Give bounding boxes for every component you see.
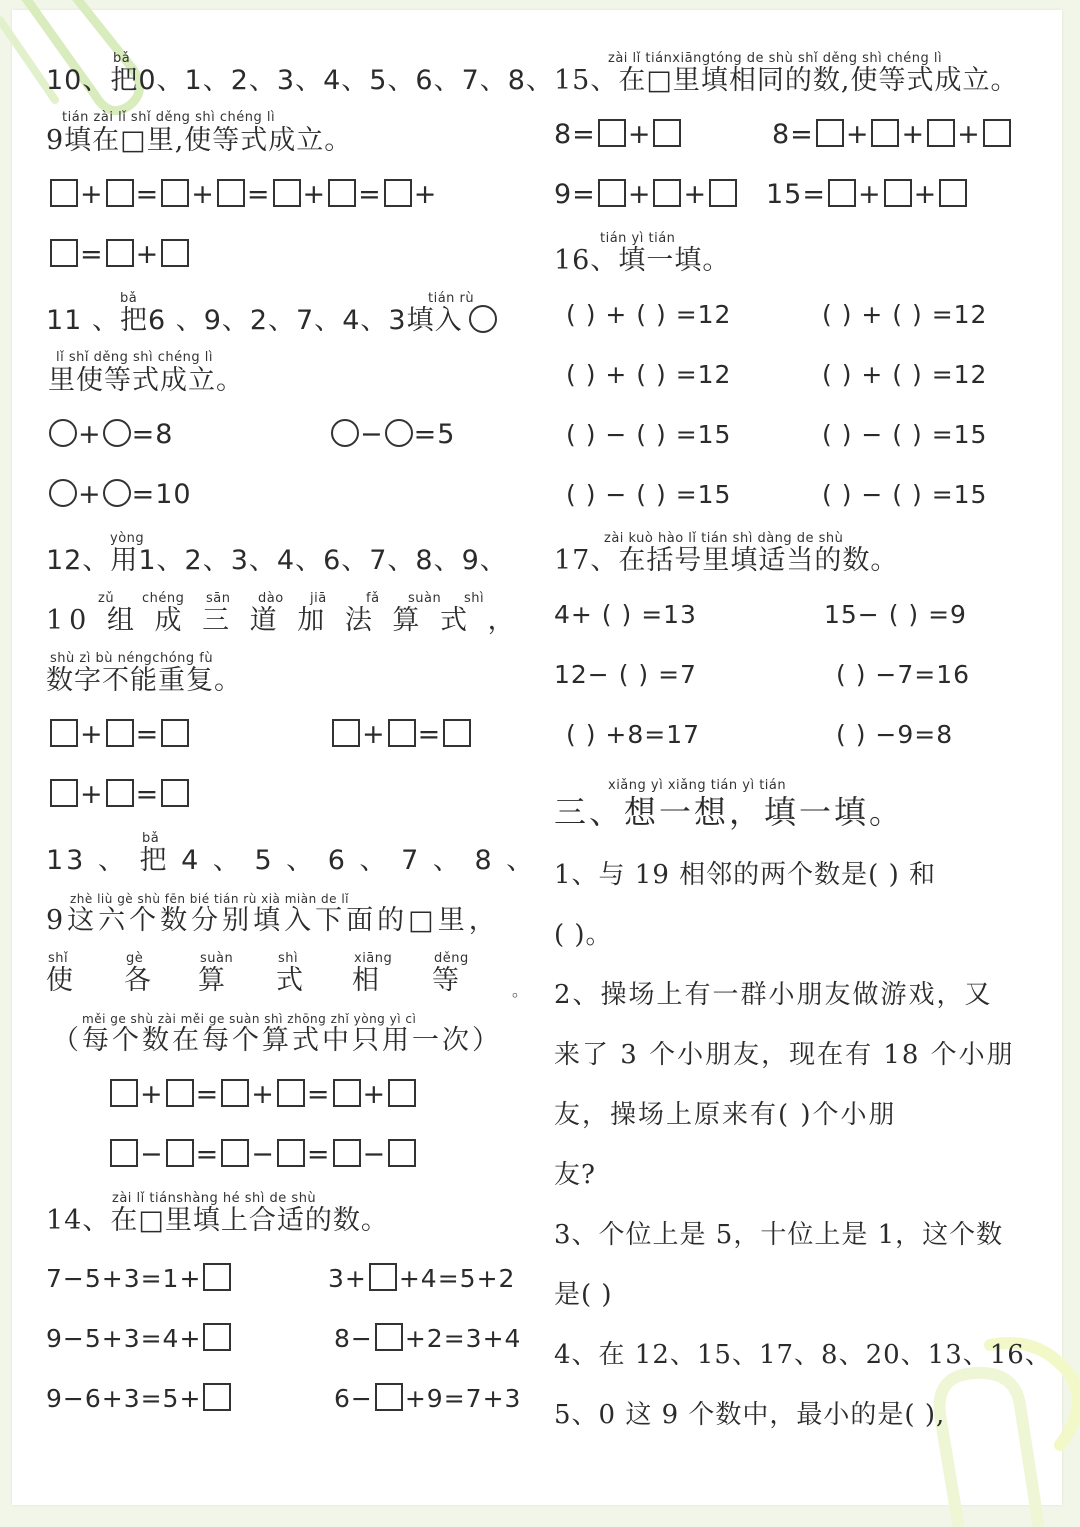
- answer-box[interactable]: [203, 1263, 231, 1291]
- answer-box[interactable]: [166, 1079, 194, 1107]
- q11-line-1-text: 11 、把6 、9、2、7、4、3填入: [46, 305, 463, 336]
- q12-line-3: 数字不能重复。: [46, 665, 242, 696]
- answer-box[interactable]: [388, 1139, 416, 1167]
- answer-box[interactable]: [277, 1079, 305, 1107]
- q17-pinyin: zài kuò hào lǐ tián shì dàng de shù: [604, 531, 844, 546]
- plus-sign: +: [78, 479, 102, 510]
- q12-equation-1: + =: [48, 718, 191, 752]
- q14-expr: 8−: [334, 1324, 373, 1353]
- q11-eq3-result: =10: [131, 479, 192, 510]
- answer-box[interactable]: [388, 719, 416, 747]
- q17-item-5[interactable]: ( ) +8=17: [566, 720, 701, 749]
- q15-eq-2: 8= + + +: [772, 118, 1013, 152]
- answer-circle[interactable]: [103, 479, 131, 507]
- answer-box[interactable]: [333, 1139, 361, 1167]
- s3-q1-line-1: 1、与 19 相邻的两个数是( ) 和: [554, 860, 936, 890]
- q11-equation-1: [48, 418, 173, 452]
- q13-character: 各: [124, 965, 152, 996]
- q11-eq2-result: =5: [413, 419, 456, 450]
- answer-box[interactable]: [161, 239, 189, 267]
- answer-box[interactable]: [166, 1139, 194, 1167]
- answer-box[interactable]: [106, 179, 134, 207]
- q12-pinyin-syllable: zǔ: [98, 591, 115, 606]
- q13-character: 使: [46, 965, 74, 996]
- q15-lhs: 15=: [766, 179, 826, 210]
- answer-box[interactable]: [653, 119, 681, 147]
- q14-row-2-left: [46, 1322, 233, 1356]
- answer-box[interactable]: [375, 1323, 403, 1351]
- q17-item-6[interactable]: ( ) −9=8: [836, 720, 954, 749]
- q13-character: 式: [276, 965, 304, 996]
- answer-box[interactable]: [110, 1079, 138, 1107]
- q14-expr: +2=3+4: [404, 1324, 522, 1353]
- q16-title: 16、填一填。: [554, 245, 731, 276]
- q13-character: 等: [432, 965, 460, 996]
- answer-box[interactable]: [598, 119, 626, 147]
- q13-pinyin-2: zhè liù gè shù fēn bié tián rù xià miàn de lǐ: [70, 892, 350, 906]
- q10-pinyin-2: tián zài lǐ shǐ děng shì chéng lì: [62, 110, 276, 125]
- q15-pinyin: zài lǐ tiánxiāngtóng de shù shǐ děng shì chéng lì: [608, 51, 943, 66]
- q14-row-1-right: [328, 1262, 515, 1296]
- q13-full-stop: 。: [512, 981, 530, 1000]
- answer-box[interactable]: [106, 779, 134, 807]
- answer-box[interactable]: [709, 179, 737, 207]
- section3-pinyin: xiǎng yì xiǎng tián yì tián: [608, 778, 787, 793]
- q14-expr: 7−5+3=1+: [46, 1264, 202, 1293]
- q13-pinyin-syllable: suàn: [200, 951, 234, 966]
- answer-box[interactable]: [203, 1323, 231, 1351]
- s3-q3-line-2: 是( ): [554, 1280, 613, 1310]
- answer-circle[interactable]: [331, 419, 359, 447]
- q16-row-2-right[interactable]: ( ) + ( ) =12: [822, 360, 988, 389]
- answer-box[interactable]: [50, 239, 78, 267]
- q13-equation-2: − = − = −: [108, 1138, 418, 1172]
- answer-circle[interactable]: [49, 419, 77, 447]
- q13-pinyin-4: měi ge shù zài měi ge suàn shì zhōng zhǐ yòng yì cì: [82, 1012, 417, 1026]
- q11-line-1: [46, 304, 498, 338]
- answer-box[interactable]: [203, 1383, 231, 1411]
- q16-pinyin: tián yì tián: [600, 231, 676, 246]
- q17-item-4[interactable]: ( ) −7=16: [836, 660, 971, 689]
- q13-pinyin-syllable: xiāng: [354, 951, 393, 966]
- q11-pinyin-1: bǎ: [120, 291, 138, 306]
- q14-row-1-left: [46, 1262, 233, 1296]
- plus-sign: +: [78, 419, 102, 450]
- q17-title: 17、在括号里填适当的数。: [554, 545, 899, 576]
- answer-circle[interactable]: [49, 479, 77, 507]
- section3-title: 三、想一想，填一填。: [554, 793, 905, 831]
- q11-pinyin-1b: tián rù: [428, 291, 475, 306]
- q17-item-3[interactable]: 12− ( ) =7: [554, 660, 697, 689]
- q14-expr: 9−6+3=5+: [46, 1384, 202, 1413]
- answer-box[interactable]: [328, 179, 356, 207]
- answer-box[interactable]: [369, 1263, 397, 1291]
- q14-row-3-left: [46, 1382, 233, 1416]
- q17-item-1[interactable]: 4+ ( ) =13: [554, 600, 697, 629]
- q15-eq-3: 9= + +: [554, 178, 739, 212]
- answer-box[interactable]: [816, 119, 844, 147]
- answer-box[interactable]: [388, 1079, 416, 1107]
- answer-box[interactable]: [221, 1139, 249, 1167]
- q15-eq-4: 15= + +: [766, 178, 969, 212]
- q13-equation-1: + = + = +: [108, 1078, 418, 1112]
- answer-circle[interactable]: [385, 419, 413, 447]
- q10-line-1: 10、把0、1、2、3、4、5、6、7、8、: [46, 65, 554, 96]
- q15-lhs: 8=: [554, 119, 596, 150]
- q16-row-2-left[interactable]: ( ) + ( ) =12: [566, 360, 732, 389]
- q13-line-4: （每个数在每个算式中只用一次）: [52, 1025, 502, 1056]
- q15-lhs: 8=: [772, 119, 814, 150]
- q12-pinyin-syllable: dào: [258, 591, 284, 606]
- q15-title: 15、在□里填相同的数,使等式成立。: [554, 65, 1019, 96]
- answer-box[interactable]: [653, 179, 681, 207]
- q13-line-2: 9这六个数分别填入下面的□里，: [46, 905, 500, 936]
- q12-pinyin-syllable: shì: [464, 591, 485, 606]
- answer-box[interactable]: [273, 179, 301, 207]
- answer-box[interactable]: [106, 239, 134, 267]
- q12-pinyin-1: yòng: [110, 531, 145, 546]
- answer-box[interactable]: [106, 719, 134, 747]
- answer-box[interactable]: [161, 179, 189, 207]
- q13-pinyin-syllable: shǐ: [48, 951, 69, 966]
- answer-box[interactable]: [983, 119, 1011, 147]
- answer-box[interactable]: [161, 719, 189, 747]
- q16-row-3-left[interactable]: ( ) − ( ) =15: [566, 420, 732, 449]
- answer-box[interactable]: [333, 1079, 361, 1107]
- q14-expr: 6−: [334, 1384, 373, 1413]
- answer-box[interactable]: [598, 179, 626, 207]
- answer-box[interactable]: [443, 719, 471, 747]
- s3-q1-line-2: ( )。: [554, 920, 613, 950]
- q10-line-2: 9填在□里,使等式成立。: [46, 125, 353, 156]
- q14-expr: +4=5+2: [398, 1264, 516, 1293]
- answer-box[interactable]: [277, 1139, 305, 1167]
- q13-pinyin-syllable: shì: [278, 951, 299, 966]
- q14-row-3-right: [334, 1382, 521, 1416]
- q13-pinyin-1: bǎ: [142, 831, 160, 846]
- q14-expr: 9−5+3=4+: [46, 1324, 202, 1353]
- q14-expr: +9=7+3: [404, 1384, 522, 1413]
- s3-q2-line-1: 2、操场上有一群小朋友做游戏，又: [554, 980, 993, 1010]
- q12-equation-3: + =: [48, 778, 191, 812]
- answer-box[interactable]: [332, 719, 360, 747]
- answer-box[interactable]: [217, 179, 245, 207]
- q12-line-1: 12、用1、2、3、4、6、7、8、9、: [46, 545, 508, 576]
- q11-line-2: 里使等式成立。: [48, 365, 244, 396]
- q14-pinyin: zài lǐ tiánshàng hé shì de shù: [112, 1191, 317, 1206]
- q11-equation-3: [48, 478, 192, 512]
- q11-eq1-result: =8: [131, 419, 174, 450]
- q15-lhs: 9=: [554, 179, 596, 210]
- answer-box[interactable]: [384, 179, 412, 207]
- answer-box[interactable]: [110, 1139, 138, 1167]
- answer-box[interactable]: [375, 1383, 403, 1411]
- q11-equation-2: [330, 418, 455, 452]
- q14-expr: 3+: [328, 1264, 367, 1293]
- s3-q4-line-2: 5、0 这 9 个数中，最小的是( ),: [554, 1400, 946, 1430]
- answer-box[interactable]: [828, 179, 856, 207]
- q12-pinyin-syllable: sān: [206, 591, 231, 606]
- q12-line-2: 10 组 成 三 道 加 法 算 式 ，: [46, 605, 521, 636]
- q11-pinyin-2: lǐ shǐ děng shì chéng lì: [56, 350, 213, 365]
- q12-pinyin-syllable: chéng: [142, 591, 185, 606]
- answer-box[interactable]: [871, 119, 899, 147]
- answer-box[interactable]: [939, 179, 967, 207]
- circle-placeholder-icon: [469, 305, 497, 333]
- q12-pinyin-syllable: fǎ: [366, 591, 380, 606]
- q13-pinyin-syllable: gè: [126, 951, 144, 966]
- q12-pinyin-syllable: suàn: [408, 591, 442, 606]
- q16-row-1-right[interactable]: ( ) + ( ) =12: [822, 300, 988, 329]
- q16-row-1-left[interactable]: ( ) + ( ) =12: [566, 300, 732, 329]
- answer-box[interactable]: [221, 1079, 249, 1107]
- q13-character: 相: [352, 965, 380, 996]
- q16-row-4-right[interactable]: ( ) − ( ) =15: [822, 480, 988, 509]
- answer-box[interactable]: [884, 179, 912, 207]
- answer-box[interactable]: [161, 779, 189, 807]
- s3-q4-line-1: 4、在 12、15、17、8、20、13、16、: [554, 1340, 1052, 1370]
- s3-q2-line-2: 来了 3 个小朋友，现在有 18 个小朋: [554, 1040, 1015, 1070]
- q13-character: 算: [198, 965, 226, 996]
- q16-row-3-right[interactable]: ( ) − ( ) =15: [822, 420, 988, 449]
- q10-equation-row-2: = +: [48, 238, 191, 272]
- q10-pinyin-1: bǎ: [113, 51, 131, 66]
- q14-title: 14、在□里填上合适的数。: [46, 1205, 389, 1236]
- s3-q3-line-1: 3、个位上是 5，十位上是 1，这个数: [554, 1220, 1004, 1250]
- q12-equation-2: + =: [330, 718, 473, 752]
- q12-pinyin-syllable: jiā: [310, 591, 327, 606]
- q16-row-4-left[interactable]: ( ) − ( ) =15: [566, 480, 732, 509]
- q14-row-2-right: [334, 1322, 521, 1356]
- q13-line-1: 13 、 把 4 、 5 、 6 、 7 、 8 、: [46, 845, 537, 876]
- q10-equation-row-1: + = + = + = +: [48, 178, 437, 212]
- answer-box[interactable]: [927, 119, 955, 147]
- s3-q2-line-3: 友，操场上原来有( )个小朋: [554, 1100, 897, 1130]
- s3-q2-line-4: 友?: [554, 1160, 596, 1190]
- q17-item-2[interactable]: 15− ( ) =9: [824, 600, 967, 629]
- answer-box[interactable]: [50, 779, 78, 807]
- q15-eq-1: 8= +: [554, 118, 683, 152]
- answer-circle[interactable]: [103, 419, 131, 447]
- minus-sign: −: [360, 419, 384, 450]
- answer-box[interactable]: [50, 719, 78, 747]
- q12-pinyin-3: shù zì bù néngchóng fù: [50, 651, 214, 666]
- answer-box[interactable]: [50, 179, 78, 207]
- q13-pinyin-syllable: děng: [434, 951, 469, 966]
